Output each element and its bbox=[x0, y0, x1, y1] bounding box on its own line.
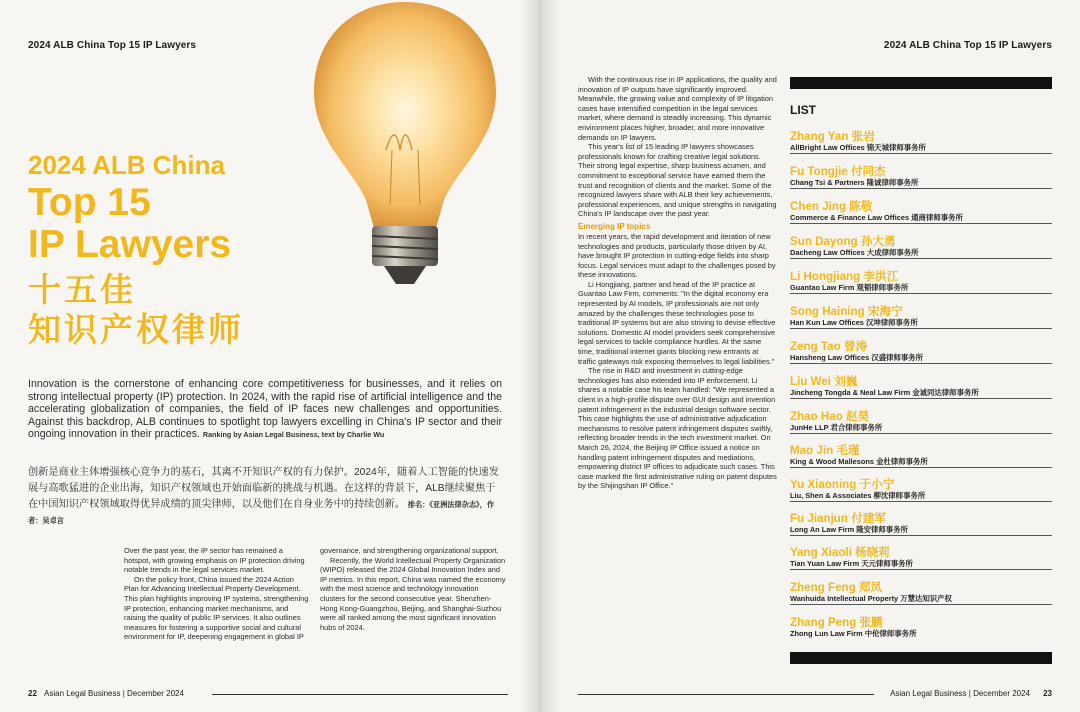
law-firm: Zhong Lun Law Firm 中伦律师事务所 bbox=[790, 629, 917, 638]
law-firm: Long An Law Firm 隆安律师事务所 bbox=[790, 525, 908, 534]
paragraph: Li Hongjiang, partner and head of the IP practice at Guantao Law Firm, comments: "In the digital economy era represented by AI models, IP professionals are not only amazed by the challenges these technologies pose to traditional IP systems but are also striving to devise effective solutions. Domestic AI model providers seek comprehensive legal services to tackle compliance hurdles. At the same time, traditional internet giants blocking new entrants at traffic gateways risk exposing themselves to legal liabilities." bbox=[578, 279, 776, 366]
lawyer-entry bbox=[790, 270, 1052, 294]
right-page bbox=[540, 0, 1080, 712]
lawyer-name: Fu Jianjun 付建军 bbox=[790, 512, 886, 525]
intro-english-text: Innovation is the cornerstone of enhancing core competitiveness for businesses, and it relies on strong intellectual property (IP) protection. In 2024, with the rapid rise of artificial intelligence and the accelerating globalization of companies, the field of IP faces new challenges and opportunities. Against this backdrop, ALB continues to spotlight top lawyers excelling in China's IP sector and their ongoing innovation in their practices. bbox=[28, 378, 502, 441]
publication-footer-left: Asian Legal Business | December 2024 bbox=[44, 689, 184, 698]
title-line-4: 十五佳 bbox=[28, 271, 136, 308]
lawyer-name: Zheng Feng 郑凤 bbox=[790, 581, 883, 594]
lawyer-name: Zhang Yan 张岩 bbox=[790, 130, 875, 143]
lawyer-entry bbox=[790, 444, 1052, 468]
law-firm: JunHe LLP 君合律师事务所 bbox=[790, 423, 883, 432]
lawyer-entry bbox=[790, 616, 1052, 639]
law-firm: Wanhuida Intellectual Property 万慧达知识产权 bbox=[790, 594, 952, 603]
list-top-bar bbox=[790, 77, 1052, 89]
lawyer-entry bbox=[790, 581, 1052, 605]
lawyer-entry bbox=[790, 305, 1052, 329]
paragraph: In recent years, the rapid development and iteration of new technologies and products, particularly those driven by AI, have brought IP protection in cutting-edge fields into sharp focus. Legal services must adapt to the challenges posed by these innovations. bbox=[578, 231, 776, 280]
paragraph: The rise in R&D and investment in cutting-edge technologies has also extended into IP enforcement. Li shares a notable case his team handled: "We represented a client in a high-profile dispute over GUI design and invention patent infringement in the industrial design software sector. This case highlights the use of administrative adjudication mechanisms to resolve patent infringement disputes swiftly, reflecting broader trends in the tech investment market. On March 26, 2024, the Beijing IP Office issued a notice on handling patent infringement disputes and mediations, empowering district IP offices to adjudicate such cases. This case marked the first administrative ruling on patent disputes by the Shijingshan IP Office." bbox=[578, 366, 777, 491]
lawyer-entry bbox=[790, 512, 1052, 536]
lawyer-entry bbox=[790, 410, 1052, 434]
lawyer-name: Sun Dayong 孙大勇 bbox=[790, 235, 896, 248]
paragraph: This year's list of 15 leading IP lawyers showcases professionals known for crafting creative legal solutions. Their strong legal expertise, sharp business acumen, and commitment to exceptional service have earned them the trust and recognition of clients and the market. Some of the recognized lawyers share with ALB their key achievements, professional experiences, and unique strengths in navigating China's IP landscape over the past year. bbox=[578, 142, 777, 219]
lawyer-name: Yu Xiaoning 于小宁 bbox=[790, 478, 895, 491]
law-firm: Han Kun Law Offices 汉坤律师事务所 bbox=[790, 318, 918, 327]
lawyer-name: Chen Jing 陈敬 bbox=[790, 200, 873, 213]
list-bottom-bar bbox=[790, 652, 1052, 664]
law-firm: Liu, Shen & Associates 柳沈律师事务所 bbox=[790, 491, 926, 500]
body-column-3 bbox=[578, 75, 778, 491]
law-firm: King & Wood Mallesons 金杜律师事务所 bbox=[790, 457, 928, 466]
feature-title bbox=[28, 150, 244, 350]
body-column-1 bbox=[124, 546, 310, 642]
paragraph: Over the past year, the IP sector has remained a hotspot, with growing emphasis on IP protection driving notable trends in the legal services market. bbox=[124, 546, 305, 575]
lawyer-name: Zhao Hao 赵昊 bbox=[790, 410, 870, 423]
lawyer-name: Zeng Tao 曾涛 bbox=[790, 340, 868, 353]
lawyer-entry bbox=[790, 235, 1052, 259]
running-header-left: 2024 ALB China Top 15 IP Lawyers bbox=[28, 40, 197, 51]
running-header-right: 2024 ALB China Top 15 IP Lawyers bbox=[883, 40, 1052, 51]
law-firm: Chang Tsi & Partners 隆诚律师事务所 bbox=[790, 178, 919, 187]
title-line-3: IP Lawyers bbox=[28, 223, 232, 266]
light-bulb-illustration bbox=[300, 0, 510, 290]
paragraph: On the policy front, China issued the 2024 Action Plan for Advancing Intellectual Property Development. This plan highlights improving IP systems, strengthening IP protection, enhancing market mechanisms, and raising the quality of public IP services. It also outlines measures for fostering a supportive social and cultural environment for IP, deepening engagement in global IP bbox=[124, 574, 309, 642]
paragraph: With the continuous rise in IP applications, the quality and innovation of IP outputs have significantly improved. Meanwhile, the growing value and complexity of IP litigation cases have intensified competition in the legal services market, where demand is steadily increasing. This dynamic environment places higher, broader, and more innovative demands on IP lawyers. bbox=[578, 75, 777, 142]
intro-chinese-text: 创新是商业主体增强核心竞争力的基石，其离不开知识产权的有力保护。2024年，随着人工智能的快速发展与高歌猛进的企业出海，知识产权领域也开始面临新的挑战与机遇。在这样的背景下，ALB继续聚焦于在中国知识产权领域取得优异成绩的顶尖律师，以及他们在自身业务中的持续创新。 bbox=[28, 467, 499, 510]
lawyer-entry bbox=[790, 340, 1052, 364]
intro-chinese-credit: 排名：《亚洲法律杂志》，作者：吴卓言 bbox=[28, 500, 495, 525]
law-firm: Commerce & Finance Law Offices 通商律师事务所 bbox=[790, 213, 963, 222]
title-line-5: 知识产权律师 bbox=[28, 311, 244, 348]
law-firm: Dacheng Law Offices 大成律师事务所 bbox=[790, 248, 919, 257]
intro-english bbox=[28, 378, 502, 442]
law-firm: Jincheng Tongda & Neal Law Firm 金诚同达律师事务所 bbox=[790, 388, 979, 397]
law-firm: Guantao Law Firm 观韬律师事务所 bbox=[790, 283, 909, 292]
lawyer-entry bbox=[790, 130, 1052, 154]
title-line-1: 2024 ALB China bbox=[28, 150, 225, 180]
law-firm: Hansheng Law Offices 汉盛律师事务所 bbox=[790, 353, 924, 362]
page-number-right: 23 bbox=[1043, 689, 1052, 698]
law-firm: Tian Yuan Law Firm 天元律师事务所 bbox=[790, 559, 913, 568]
intro-chinese bbox=[28, 465, 502, 529]
body-column-2 bbox=[320, 546, 506, 632]
footer-rule-right bbox=[578, 694, 874, 695]
lawyer-name: Mao Jin 毛瑾 bbox=[790, 444, 860, 457]
paragraph: Recently, the World Intellectual Property Organization (WIPO) released the 2024 Global Innovation Index and IP metrics. In this report, China was named the economy with the most science and technology innovation clusters for the second consecutive year. Shenzhen-Hong Kong-Guangzhou, Beijing, and Shanghai-Suzhou were all ranked among the most significant innovation hubs of 2024. bbox=[320, 555, 506, 632]
intro-english-credit: Ranking by Asian Legal Business, text by Charlie Wu bbox=[202, 430, 385, 440]
lawyer-name: Li Hongjiang 李洪江 bbox=[790, 270, 899, 283]
lawyer-entry bbox=[790, 478, 1052, 502]
lawyer-name: Yang Xiaoli 杨晓莉 bbox=[790, 546, 890, 559]
footer-rule-left bbox=[212, 694, 508, 695]
lawyer-name: Liu Wei 刘巍 bbox=[790, 375, 858, 388]
lawyer-entry bbox=[790, 375, 1052, 399]
paragraph: governance, and strengthening organizational support. bbox=[320, 546, 499, 555]
publication-footer-right: Asian Legal Business | December 2024 bbox=[890, 689, 1030, 698]
lawyer-name: Zhang Peng 张鹏 bbox=[790, 616, 883, 629]
list-heading: LIST bbox=[790, 103, 816, 117]
lawyer-entry bbox=[790, 165, 1052, 189]
lawyer-name: Song Haining 宋海宁 bbox=[790, 305, 903, 318]
section-subhead: Emerging IP topics bbox=[578, 221, 651, 231]
lawyer-entry bbox=[790, 200, 1052, 224]
page-number-left: 22 bbox=[28, 689, 37, 698]
lawyer-name: Fu Tongjie 付同杰 bbox=[790, 165, 886, 178]
lawyer-entry bbox=[790, 546, 1052, 570]
law-firm: AllBright Law Offices 锦天城律师事务所 bbox=[790, 143, 926, 152]
title-line-2: Top 15 bbox=[28, 181, 151, 224]
